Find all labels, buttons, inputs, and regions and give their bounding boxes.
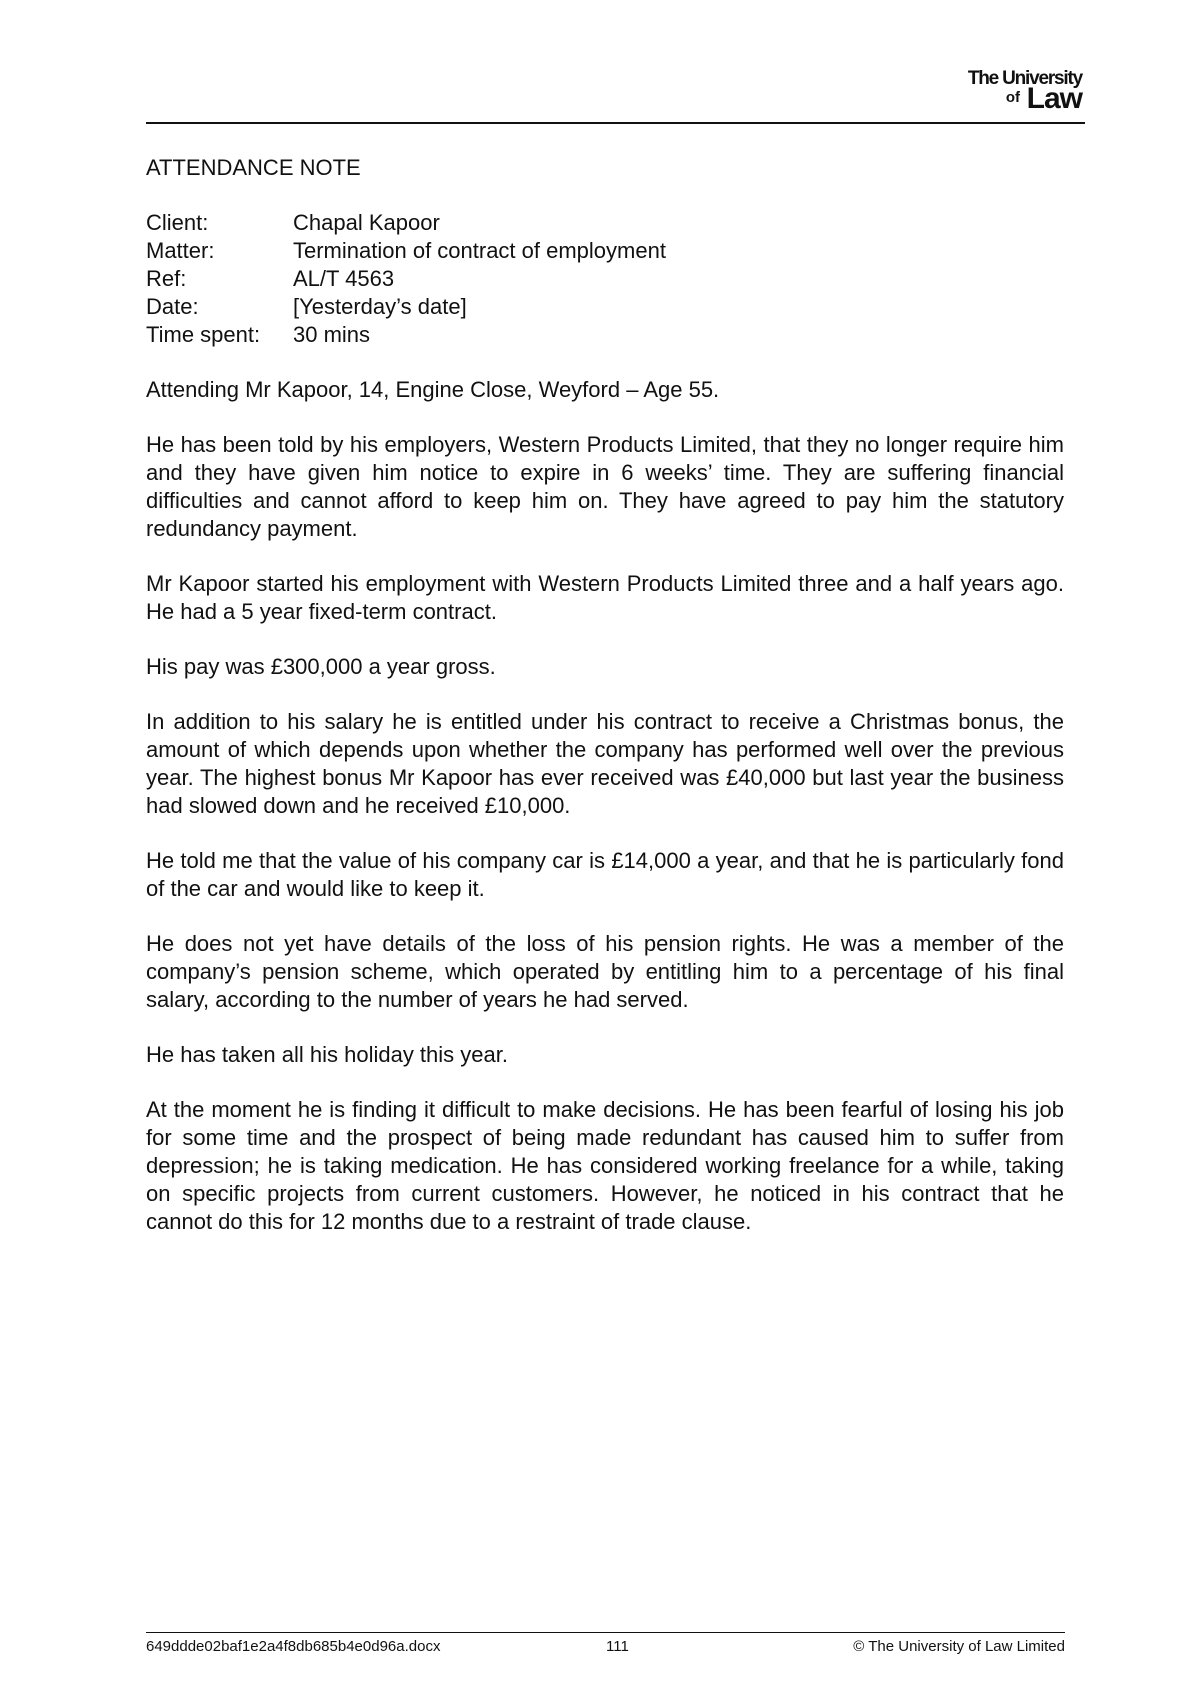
meta-label: Date: xyxy=(146,294,199,319)
footer-divider xyxy=(146,1632,1065,1633)
footer-copyright: © The University of Law Limited xyxy=(853,1638,1065,1655)
meta-value: Termination of contract of employment xyxy=(293,238,666,263)
page-footer xyxy=(146,1638,1065,1656)
logo-law: Law xyxy=(1026,82,1082,112)
meta-label: Matter: xyxy=(146,238,215,263)
paragraph-employment: Mr Kapoor started his employment with Western Products Limited three and a half years ago. He had a 5 year fixed-term contract. xyxy=(146,571,1064,624)
paragraph-holiday: He has taken all his holiday this year. xyxy=(146,1042,508,1067)
meta-table xyxy=(146,209,1064,349)
meta-row-client xyxy=(146,209,1064,237)
meta-label: Time spent: xyxy=(146,322,261,347)
meta-value: [Yesterday’s date] xyxy=(293,294,467,319)
header-divider xyxy=(146,122,1085,124)
meta-row-matter xyxy=(146,237,1064,265)
meta-row-time-spent xyxy=(146,321,1064,349)
document-body xyxy=(146,154,1064,1263)
paragraph-company-car: He told me that the value of his company car is £14,000 a year, and that he is particularly fond of the car and would like to keep it. xyxy=(146,848,1064,901)
meta-label: Ref: xyxy=(146,266,187,291)
footer-filename: 649ddde02baf1e2a4f8db685b4e0d96a.docx xyxy=(146,1638,441,1655)
logo-line1: The University xyxy=(967,68,1082,89)
paragraph-pay: His pay was £300,000 a year gross. xyxy=(146,654,496,679)
paragraph-bonus: In addition to his salary he is entitled under his contract to receive a Christmas bonus, the amount of which depends upon whether the company has performed well over the previous year. The highest bonus Mr Kapoor has ever received was £40,000 but last year the business had slowed down and he received £10,000. xyxy=(146,709,1064,818)
document-title: ATTENDANCE NOTE xyxy=(146,155,361,180)
meta-value: 30 mins xyxy=(293,322,371,347)
meta-row-ref xyxy=(146,265,1064,293)
meta-label: Client: xyxy=(146,210,209,235)
paragraph-attendance: Attending Mr Kapoor, 14, Engine Close, Weyford – Age 55. xyxy=(146,377,720,402)
logo-graphic xyxy=(874,66,1084,112)
logo-of: of xyxy=(1005,89,1020,106)
footer-page-number: 111 xyxy=(606,1638,629,1655)
paragraph-pension: He does not yet have details of the loss of his pension rights. He was a member of the company’s pension scheme, which operated by entitling him to a percentage of his final salary, according to the number of years he had served. xyxy=(146,931,1064,1012)
meta-value: AL/T 4563 xyxy=(293,266,395,291)
university-of-law-logo xyxy=(874,66,1084,112)
paragraph-health-restraint: At the moment he is finding it difficult to make decisions. He has been fearful of losing his job for some time and the prospect of being made redundant has caused him to suffer from depression; he is taking medication. He has considered working freelance for a while, taking on specific projects from current customers. However, he noticed in his contract that he cannot do this for 12 months due to a restraint of trade clause. xyxy=(146,1097,1064,1234)
meta-value: Chapal Kapoor xyxy=(293,210,440,235)
meta-row-date xyxy=(146,293,1064,321)
paragraph-notice: He has been told by his employers, Western Products Limited, that they no longer require him and they have given him notice to expire in 6 weeks’ time. They are suffering financial difficulties and cannot afford to keep him on. They have agreed to pay him the statutory redundancy payment. xyxy=(146,432,1064,541)
